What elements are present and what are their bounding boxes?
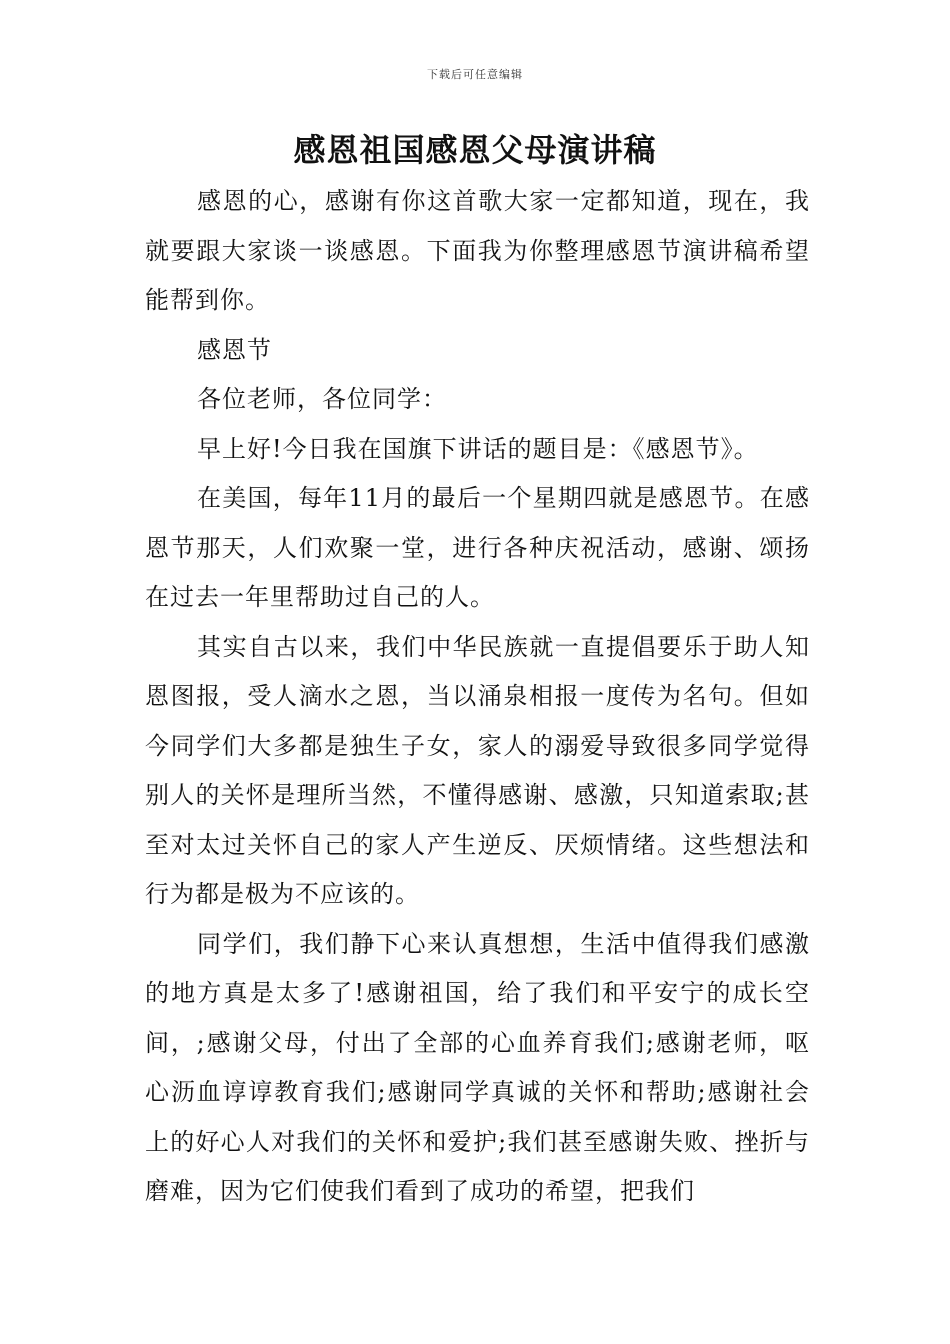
paragraph-heading: 感恩节: [197, 335, 272, 364]
header-note: 下载后可任意编辑: [427, 68, 523, 81]
document-body: [145, 177, 810, 1217]
paragraph-greeting: 早上好!今日我在国旗下讲话的题目是：《感恩节》。: [197, 434, 759, 463]
document-title: 感恩祖国感恩父母演讲稿: [293, 131, 657, 169]
paragraph-intro: 感恩的心，感谢有你这首歌大家一定都知道，现在，我就要跟大家谈一谈感恩。下面我为你整理感恩节演讲稿希望能帮到你。: [145, 187, 810, 314]
paragraph-thanksgiving: 在美国，每年11月的最后一个星期四就是感恩节。在感恩节那天，人们欢聚一堂，进行各种庆祝活动，感谢、颂扬在过去一年里帮助过自己的人。: [145, 484, 810, 611]
paragraph-gratitude: 同学们，我们静下心来认真想想，生活中值得我们感激的地方真是太多了!感谢祖国，给了我们和平安宁的成长空间，;感谢父母，付出了全部的心血养育我们;感谢老师，呕心沥血谆谆教育我们;感谢同学真诚的关怀和帮助;感谢社会上的好心人对我们的关怀和爱护;我们甚至感谢失败、挫折与磨难，因为它们使我们看到了成功的希望，把我们: [145, 929, 810, 1205]
paragraph-salutation: 各位老师，各位同学：: [197, 385, 447, 413]
paragraph-tradition: 其实自古以来，我们中华民族就一直提倡要乐于助人知恩图报，受人滴水之恩，当以涌泉相报一度传为名句。但如今同学们大多都是独生子女，家人的溺爱导致很多同学觉得别人的关怀是理所当然，不懂得感谢、感激，只知道索取;甚至对太过关怀自己的家人产生逆反、厌烦情绪。这些想法和行为都是极为不应该的。: [145, 632, 810, 908]
